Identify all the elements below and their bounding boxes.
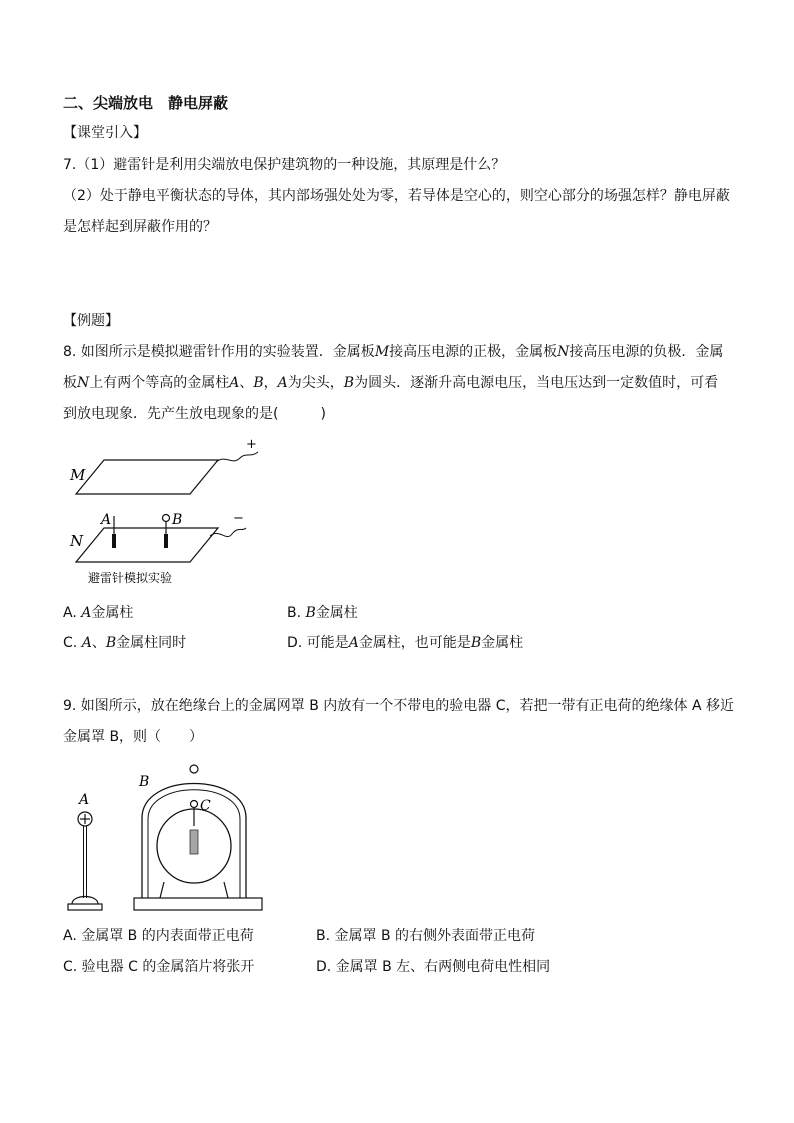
option-var: A (81, 605, 92, 621)
q8-option-a[interactable] (63, 603, 133, 623)
option-var: A (81, 635, 92, 651)
minus-sign: − (233, 511, 244, 526)
q8-var-N: N (77, 375, 90, 391)
metal-foil-C (190, 830, 198, 854)
option-var: B (105, 635, 117, 651)
q8-line-2 (63, 368, 718, 399)
q9-option-b[interactable]: B. 金属罩 B 的右侧外表面带正电荷 (316, 928, 536, 944)
electroscope-base (160, 882, 228, 898)
q8-text: 板 (63, 375, 77, 391)
q8-option-c[interactable] (63, 633, 186, 653)
example-label: 【例题】 (63, 313, 119, 329)
option-text: 金属柱，也可能是 (358, 635, 471, 651)
q8-line-1 (63, 337, 723, 368)
q8-text: ， (263, 375, 278, 391)
q8-option-b[interactable] (287, 603, 358, 623)
option-prefix: B. (287, 605, 306, 621)
label-M: M (70, 466, 86, 484)
q8-text: 接高压电源的负极．金属 (569, 344, 724, 360)
lightning-rod-experiment-figure (60, 432, 270, 592)
q8-text: 为圆头．逐渐升高电源电压，当电压达到一定数值时，可看 (354, 375, 719, 391)
pillar-B (164, 534, 168, 548)
q8-line-3: 到放电现象．先产生放电现象的是( ) (63, 406, 326, 422)
q9-line-1: 9. 如图所示，放在绝缘台上的金属网罩 B 内放有一个不带电的验电器 C，若把一带有正电荷的绝缘体 A 移近 (63, 698, 735, 714)
q8-text: 接高压电源的正极，金属板 (389, 344, 558, 360)
stand-plate-A (68, 904, 102, 910)
q9-option-d[interactable]: D. 金属罩 B 左、右两侧电荷电性相同 (316, 959, 551, 975)
option-prefix: D. 可能是 (287, 635, 349, 651)
option-text: 金属柱 (91, 605, 134, 621)
q9-option-a[interactable]: A. 金属罩 B 的内表面带正电荷 (63, 928, 254, 944)
q9-option-c[interactable]: C. 验电器 C 的金属箔片将张开 (63, 959, 255, 975)
label-B: B (139, 774, 150, 790)
q8-text: 、 (239, 375, 254, 391)
option-prefix: A. (63, 605, 82, 621)
electroscope-knob (191, 801, 198, 808)
option-var: B (470, 635, 482, 651)
stand-base-A (72, 897, 98, 905)
insulating-platform (134, 898, 262, 910)
label-B: B (172, 512, 183, 528)
option-prefix: C. (63, 635, 82, 651)
q7-line-2: （2）处于静电平衡状态的导体，其内部场强处处为零，若导体是空心的，则空心部分的场强怎样？静电屏蔽 (63, 188, 730, 204)
option-sep: 、 (91, 635, 106, 651)
intro-label: 【课堂引入】 (63, 125, 147, 141)
q8-text: 上有两个等高的金属柱 (89, 375, 230, 391)
q9-line-2: 金属罩 B，则（ ） (63, 729, 204, 745)
pillar-A (112, 534, 116, 548)
label-C: C (200, 798, 211, 814)
label-A: A (101, 512, 112, 528)
electroscope-shield-figure (60, 758, 270, 916)
pillar-B-head (163, 515, 170, 522)
section-title: 二、尖端放电 静电屏蔽 (63, 94, 229, 112)
figure-caption: 避雷针模拟实验 (88, 571, 173, 585)
label-A: A (79, 792, 90, 808)
option-var: B (305, 605, 316, 621)
plus-sign: + (246, 437, 257, 452)
q7-line-3: 是怎样起到屏蔽作用的？ (63, 219, 217, 235)
label-N: N (70, 532, 84, 550)
wire-positive (216, 452, 258, 462)
q8-text: 8. 如图所示是模拟避雷针作用的实验装置．金属板 (63, 344, 375, 360)
wire-negative (210, 528, 246, 537)
q8-option-d[interactable] (287, 633, 523, 653)
q8-var-A: A (229, 375, 240, 391)
option-text: 金属柱 (481, 635, 524, 651)
q7-line-1: 7.（1）避雷针是利用尖端放电保护建筑物的一种设施，其原理是什么？ (63, 157, 506, 173)
option-text: 金属柱同时 (116, 635, 187, 651)
q8-var-B: B (253, 375, 264, 391)
cover-top-ring (190, 765, 198, 773)
q8-var-B: B (343, 375, 355, 391)
q8-var-N: N (557, 344, 570, 360)
metal-plate-N (76, 528, 218, 562)
option-text: 金属柱 (315, 605, 358, 621)
q8-var-M: M (374, 344, 390, 360)
option-var: A (348, 635, 359, 651)
q8-text: 为尖头， (287, 375, 344, 391)
q8-var-A: A (277, 375, 288, 391)
metal-plate-M (76, 460, 218, 494)
